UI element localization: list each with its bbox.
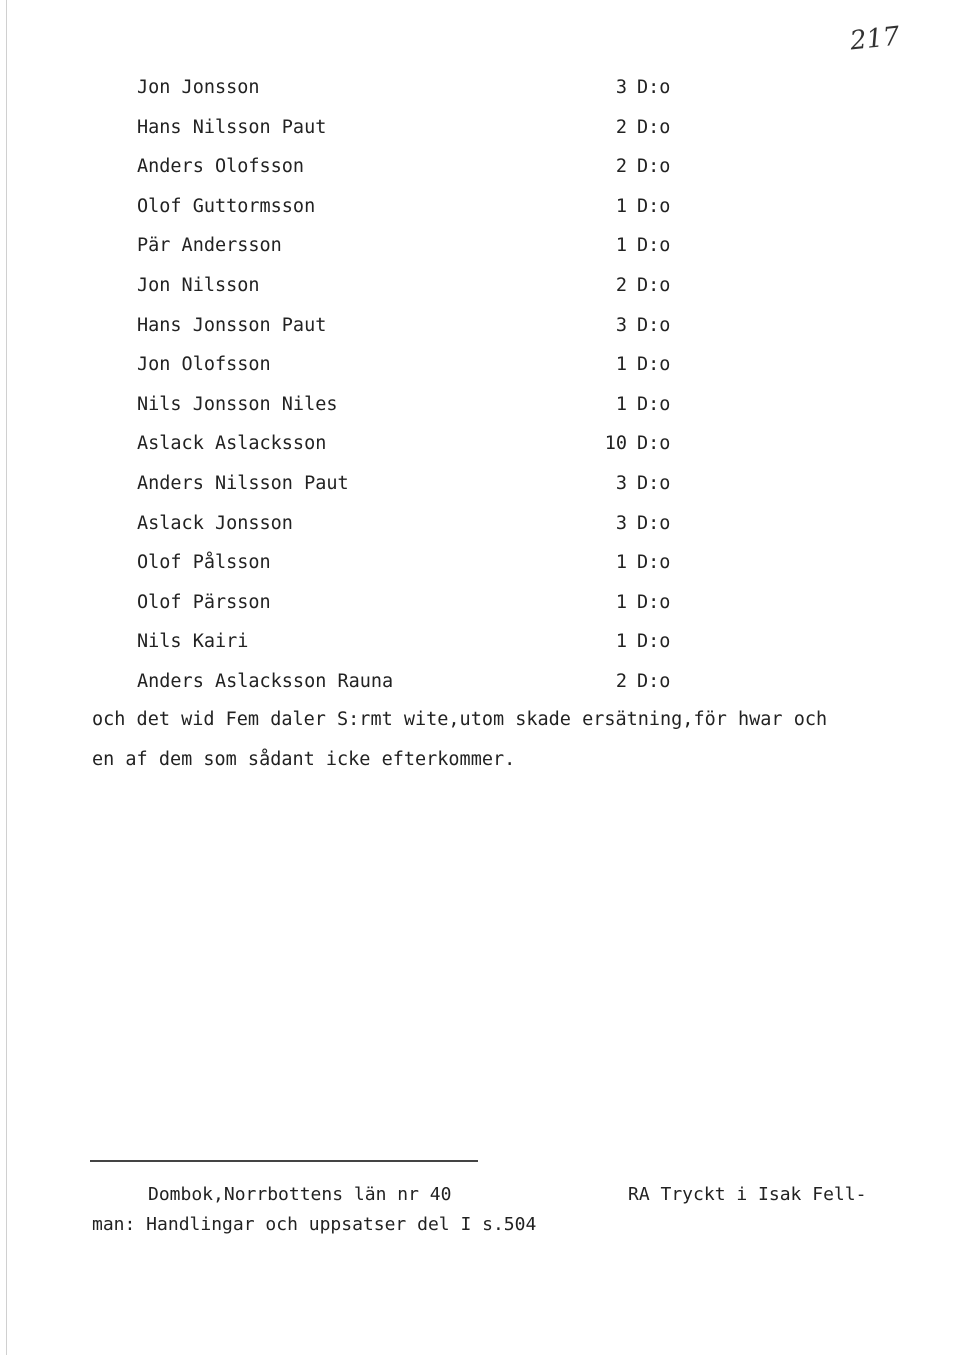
fine-amount: 2 [615, 156, 627, 178]
fine-amount: 3 [615, 77, 627, 98]
fine-amount: 1 [615, 591, 627, 613]
ditto-unit: D:o [637, 156, 671, 178]
ditto-unit: D:o [637, 670, 671, 692]
ditto-unit: D:o [637, 354, 671, 376]
fine-amount: 2 [615, 274, 627, 296]
footnote [92, 1180, 912, 1240]
list-item [137, 345, 697, 385]
ditto-unit: D:o [637, 77, 671, 98]
ditto-unit: D:o [637, 314, 671, 336]
person-name: Anders Aslacksson Rauna [137, 670, 394, 692]
list-item [137, 68, 697, 108]
list-item [137, 543, 697, 583]
ditto-unit: D:o [637, 195, 671, 217]
person-name: Jon Olofsson [137, 354, 271, 376]
fine-amount: 1 [615, 235, 627, 257]
ditto-unit: D:o [637, 235, 671, 257]
list-item [137, 266, 697, 306]
list-item [137, 662, 697, 702]
person-name: Anders Nilsson Paut [137, 472, 349, 494]
page-edge-line [6, 0, 7, 1355]
publication-reference: man: Handlingar och uppsatser del I s.504 [92, 1214, 537, 1235]
person-name: Olof Pärsson [137, 591, 271, 613]
person-name: Jon Nilsson [137, 274, 260, 296]
source-reference: Dombok,Norrbottens län nr 40 [148, 1184, 452, 1205]
person-name: Hans Jonsson Paut [137, 314, 327, 336]
fine-amount: 1 [615, 393, 627, 415]
list-item [137, 306, 697, 346]
person-name: Anders Olofsson [137, 156, 305, 178]
body-paragraph [92, 700, 892, 780]
fine-amount: 3 [615, 512, 627, 534]
person-name: Hans Nilsson Paut [137, 116, 327, 138]
ditto-unit: D:o [637, 552, 671, 574]
list-item [137, 147, 697, 187]
footnote-line-2 [92, 1210, 912, 1240]
fine-amount: 2 [615, 670, 627, 692]
list-item [137, 504, 697, 544]
footnote-line-1 [92, 1180, 912, 1210]
fine-list [137, 68, 697, 702]
print-reference: RA Tryckt i Isak Fell- [628, 1184, 867, 1205]
person-name: Aslack Jonsson [137, 512, 293, 534]
list-item [137, 108, 697, 148]
list-item [137, 424, 697, 464]
list-item [137, 226, 697, 266]
page-number: 217 [848, 21, 902, 57]
fine-amount: 1 [615, 195, 627, 217]
list-item [137, 622, 697, 662]
body-line-2: en af dem som sådant icke efterkommer. [92, 749, 516, 770]
list-item [137, 583, 697, 623]
ditto-unit: D:o [637, 631, 671, 653]
person-name: Pär Andersson [137, 235, 282, 257]
ditto-unit: D:o [637, 274, 671, 296]
list-item [137, 385, 697, 425]
person-name: Olof Pålsson [137, 552, 271, 574]
body-line-1: och det wid Fem daler S:rmt wite,utom skade ersätning,för hwar och [92, 709, 828, 730]
fine-amount: 1 [615, 631, 627, 653]
fine-amount: 3 [615, 472, 627, 494]
list-item [137, 464, 697, 504]
fine-amount: 2 [615, 116, 627, 138]
fine-amount: 3 [615, 314, 627, 336]
fine-amount: 10 [604, 433, 627, 455]
ditto-unit: D:o [637, 116, 671, 138]
person-name: Nils Jonsson Niles [137, 393, 338, 415]
ditto-unit: D:o [637, 591, 671, 613]
list-item [137, 187, 697, 227]
person-name: Olof Guttormsson [137, 195, 316, 217]
ditto-unit: D:o [637, 512, 671, 534]
ditto-unit: D:o [637, 472, 671, 494]
footnote-divider [90, 1160, 478, 1162]
ditto-unit: D:o [637, 393, 671, 415]
fine-amount: 1 [615, 354, 627, 376]
person-name: Jon Jonsson [137, 77, 260, 98]
person-name: Nils Kairi [137, 631, 249, 653]
ditto-unit: D:o [637, 433, 671, 455]
person-name: Aslack Aslacksson [137, 433, 327, 455]
fine-amount: 1 [615, 552, 627, 574]
